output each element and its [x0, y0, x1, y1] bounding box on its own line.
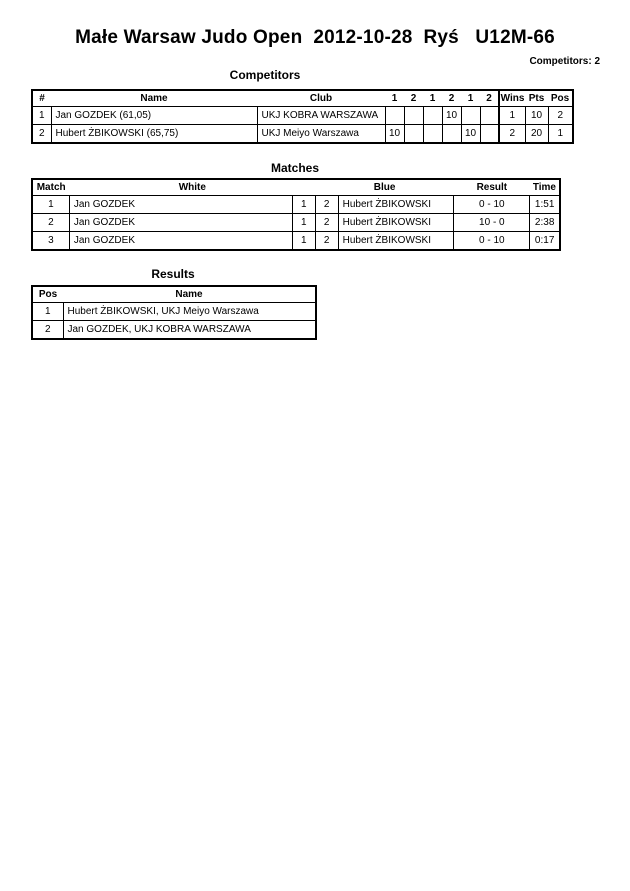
col-header-score: 1 — [461, 90, 480, 107]
table-row — [32, 107, 573, 125]
table-row — [32, 232, 560, 251]
table-row — [32, 214, 560, 232]
col-header-score: 1 — [423, 90, 442, 107]
competitor-club: UKJ KOBRA WARSZAWA — [257, 107, 385, 125]
matches-table — [31, 178, 561, 251]
score-cell — [423, 125, 442, 144]
score-cell: 10 — [461, 125, 480, 144]
white-number: 1 — [292, 196, 315, 214]
blue-competitor: Hubert ŻBIKOWSKI — [338, 214, 454, 232]
score-cell: 10 — [385, 125, 404, 144]
score-cell — [404, 107, 423, 125]
col-header-result: Result — [454, 179, 530, 196]
competitor-pos: 1 — [548, 125, 573, 144]
score-cell — [442, 125, 461, 144]
col-header-pts: Pts — [525, 90, 548, 107]
match-result: 0 - 10 — [454, 232, 530, 251]
blue-competitor: Hubert ŻBIKOWSKI — [338, 232, 454, 251]
competitor-pos: 2 — [548, 107, 573, 125]
result-name: Jan GOZDEK, UKJ KOBRA WARSZAWA — [63, 321, 316, 340]
match-time: 2:38 — [530, 214, 560, 232]
col-header-wins: Wins — [499, 90, 525, 107]
score-cell — [461, 107, 480, 125]
blue-competitor: Hubert ŻBIKOWSKI — [338, 196, 454, 214]
competitor-pts: 20 — [525, 125, 548, 144]
white-competitor: Jan GOZDEK — [69, 196, 292, 214]
result-name: Hubert ŻBIKOWSKI, UKJ Meiyo Warszawa — [63, 303, 316, 321]
results-table — [31, 285, 317, 340]
score-cell — [480, 107, 499, 125]
col-header-blue: Blue — [315, 179, 454, 196]
col-header-score: 1 — [385, 90, 404, 107]
competitor-wins: 2 — [499, 125, 525, 144]
result-position: 2 — [32, 321, 63, 340]
result-position: 1 — [32, 303, 63, 321]
table-row — [32, 125, 573, 144]
match-number: 1 — [32, 196, 69, 214]
score-cell — [480, 125, 499, 144]
col-header-white: White — [69, 179, 315, 196]
competitor-club: UKJ Meiyo Warszawa — [257, 125, 385, 144]
table-row — [32, 321, 316, 340]
col-header-club: Club — [257, 90, 385, 107]
competitors-table — [31, 89, 574, 144]
match-number: 3 — [32, 232, 69, 251]
col-header-pos: Pos — [32, 286, 63, 303]
competitors-count: Competitors: 2 — [529, 56, 600, 67]
white-competitor: Jan GOZDEK — [69, 232, 292, 251]
score-cell — [404, 125, 423, 144]
col-header-name: Name — [63, 286, 316, 303]
table-row — [32, 196, 560, 214]
competitors-section-title: Competitors — [229, 68, 301, 82]
results-section-title: Results — [151, 267, 195, 281]
match-result: 10 - 0 — [454, 214, 530, 232]
match-time: 1:51 — [530, 196, 560, 214]
white-number: 1 — [292, 232, 315, 251]
white-number: 1 — [292, 214, 315, 232]
score-cell — [423, 107, 442, 125]
score-cell — [385, 107, 404, 125]
matches-section-title: Matches — [270, 161, 320, 175]
col-header-score: 2 — [480, 90, 499, 107]
col-header-pos: Pos — [548, 90, 573, 107]
table-row — [32, 303, 316, 321]
competitor-pts: 10 — [525, 107, 548, 125]
white-competitor: Jan GOZDEK — [69, 214, 292, 232]
match-result: 0 - 10 — [454, 196, 530, 214]
col-header-time: Time — [530, 179, 560, 196]
match-number: 2 — [32, 214, 69, 232]
score-cell: 10 — [442, 107, 461, 125]
competitor-name: Jan GOZDEK (61,05) — [51, 107, 257, 125]
blue-number: 2 — [315, 232, 338, 251]
col-header-name: Name — [51, 90, 257, 107]
blue-number: 2 — [315, 196, 338, 214]
competitor-wins: 1 — [499, 107, 525, 125]
page-title: Małe Warsaw Judo Open 2012-10-28 Ryś U12M-66 — [75, 27, 555, 48]
col-header-match: Match — [32, 179, 69, 196]
competitor-name: Hubert ŻBIKOWSKI (65,75) — [51, 125, 257, 144]
competitor-number: 2 — [32, 125, 51, 144]
col-header-number: # — [32, 90, 51, 107]
col-header-score: 2 — [442, 90, 461, 107]
col-header-score: 2 — [404, 90, 423, 107]
match-time: 0:17 — [530, 232, 560, 251]
blue-number: 2 — [315, 214, 338, 232]
competitor-number: 1 — [32, 107, 51, 125]
